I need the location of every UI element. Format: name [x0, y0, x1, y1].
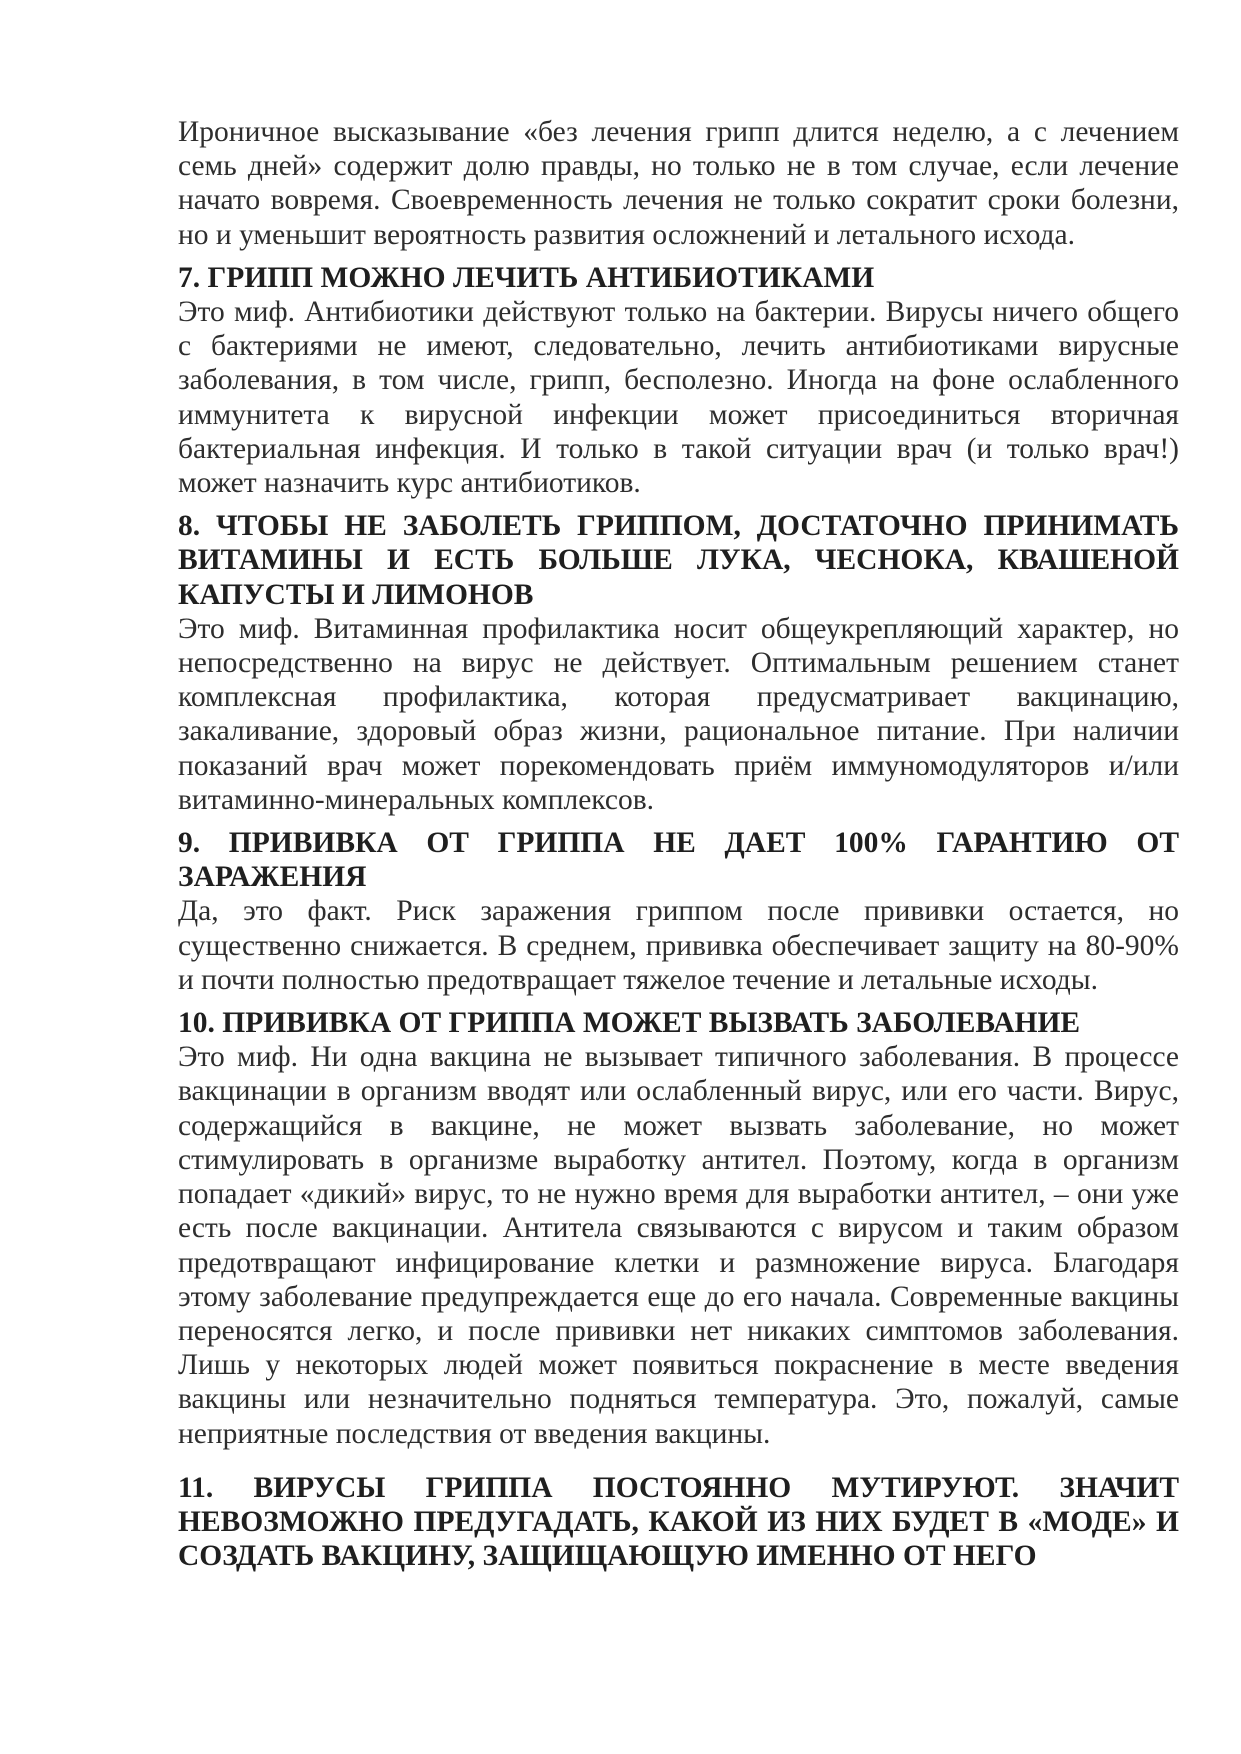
- section-10: [178, 1006, 1179, 1451]
- section-text: Это миф. Ни одна вакцина не вызывает типичного заболевания. В процессе вакцинации в организм вводят или ослабленный вирус, или его части. Вирус, содержащийся в вакцине, не может вызвать заболевание, но может стимулировать в организме выработку антител. Поэтому, когда в организм попадает «дикий» вирус, то не нужно время для выработки антител, – они уже есть после вакцинации. Антитела связываются с вирусом и таким образом предотвращают инфицирование клетки и размножение вируса. Благодаря этому заболевание предупреждается еще до его начала. Современные вакцины переносятся легко, и после прививки нет никаких симптомов заболевания. Лишь у некоторых людей может появиться покраснение в месте введения вакцины или незначительно подняться температура. Это, пожалуй, самые неприятные последствия от введения вакцины.: [178, 1041, 1179, 1450]
- document-body: [178, 115, 1179, 1573]
- section-8: [178, 509, 1179, 817]
- section-heading: 7. ГРИПП МОЖНО ЛЕЧИТЬ АНТИБИОТИКАМИ: [178, 261, 875, 294]
- section-7: [178, 261, 1179, 500]
- section-text: Это миф. Витаминная профилактика носит общеукрепляющий характер, но непосредственно на вирус не действует. Оптимальным решением станет комплексная профилактика, которая предусматривает вакцинацию, закаливание, здоровый образ жизни, рациональное питание. При наличии показаний врач может порекомендовать приём иммуномодуляторов и/или витаминно-минеральных комплексов.: [178, 612, 1179, 816]
- section-heading: 11. ВИРУСЫ ГРИППА ПОСТОЯННО МУТИРУЮТ. ЗНАЧИТ НЕВОЗМОЖНО ПРЕДУГАДАТЬ, КАКОЙ ИЗ НИХ БУДЕТ В «МОДЕ» И СОЗДАТЬ ВАКЦИНУ, ЗАЩИЩАЮЩУЮ ИМЕННО ОТ НЕГО: [178, 1471, 1179, 1573]
- intro-paragraph: Ироничное высказывание «без лечения грипп длится неделю, а с лечением семь дней» содержит долю правды, но только не в том случае, если лечение начато вовремя. Своевременность лечения не только сократит сроки болезни, но и уменьшит вероятность развития осложнений и летального исхода.: [178, 116, 1179, 251]
- section-heading: 8. ЧТОБЫ НЕ ЗАБОЛЕТЬ ГРИППОМ, ДОСТАТОЧНО ПРИНИМАТЬ ВИТАМИНЫ И ЕСТЬ БОЛЬШЕ ЛУКА, ЧЕСНОКА, КВАШЕНОЙ КАПУСТЫ И ЛИМОНОВ: [178, 510, 1179, 611]
- section-text: Это миф. Антибиотики действуют только на бактерии. Вирусы ничего общего с бактериями не имеют, следовательно, лечить антибиотиками вирусные заболевания, в том числе, грипп, бесполезно. Иногда на фоне ослабленного иммунитета к вирусной инфекции может присоединиться вторичная бактериальная инфекция. И только в такой ситуации врач (и только врач!) может назначить курс антибиотиков.: [178, 296, 1179, 500]
- section-11: [178, 1471, 1179, 1574]
- section-text: Да, это факт. Риск заражения гриппом после прививки остается, но существенно снижается. В среднем, прививка обеспечивает защиту на 80-90% и почти полностью предотвращает тяжелое течение и летальные исходы.: [178, 895, 1179, 996]
- section-9: [178, 826, 1179, 997]
- section-heading: 9. ПРИВИВКА ОТ ГРИППА НЕ ДАЕТ 100% ГАРАНТИЮ ОТ ЗАРАЖЕНИЯ: [178, 827, 1179, 894]
- section-heading: 10. ПРИВИВКА ОТ ГРИППА МОЖЕТ ВЫЗВАТЬ ЗАБОЛЕВАНИЕ: [178, 1007, 1081, 1040]
